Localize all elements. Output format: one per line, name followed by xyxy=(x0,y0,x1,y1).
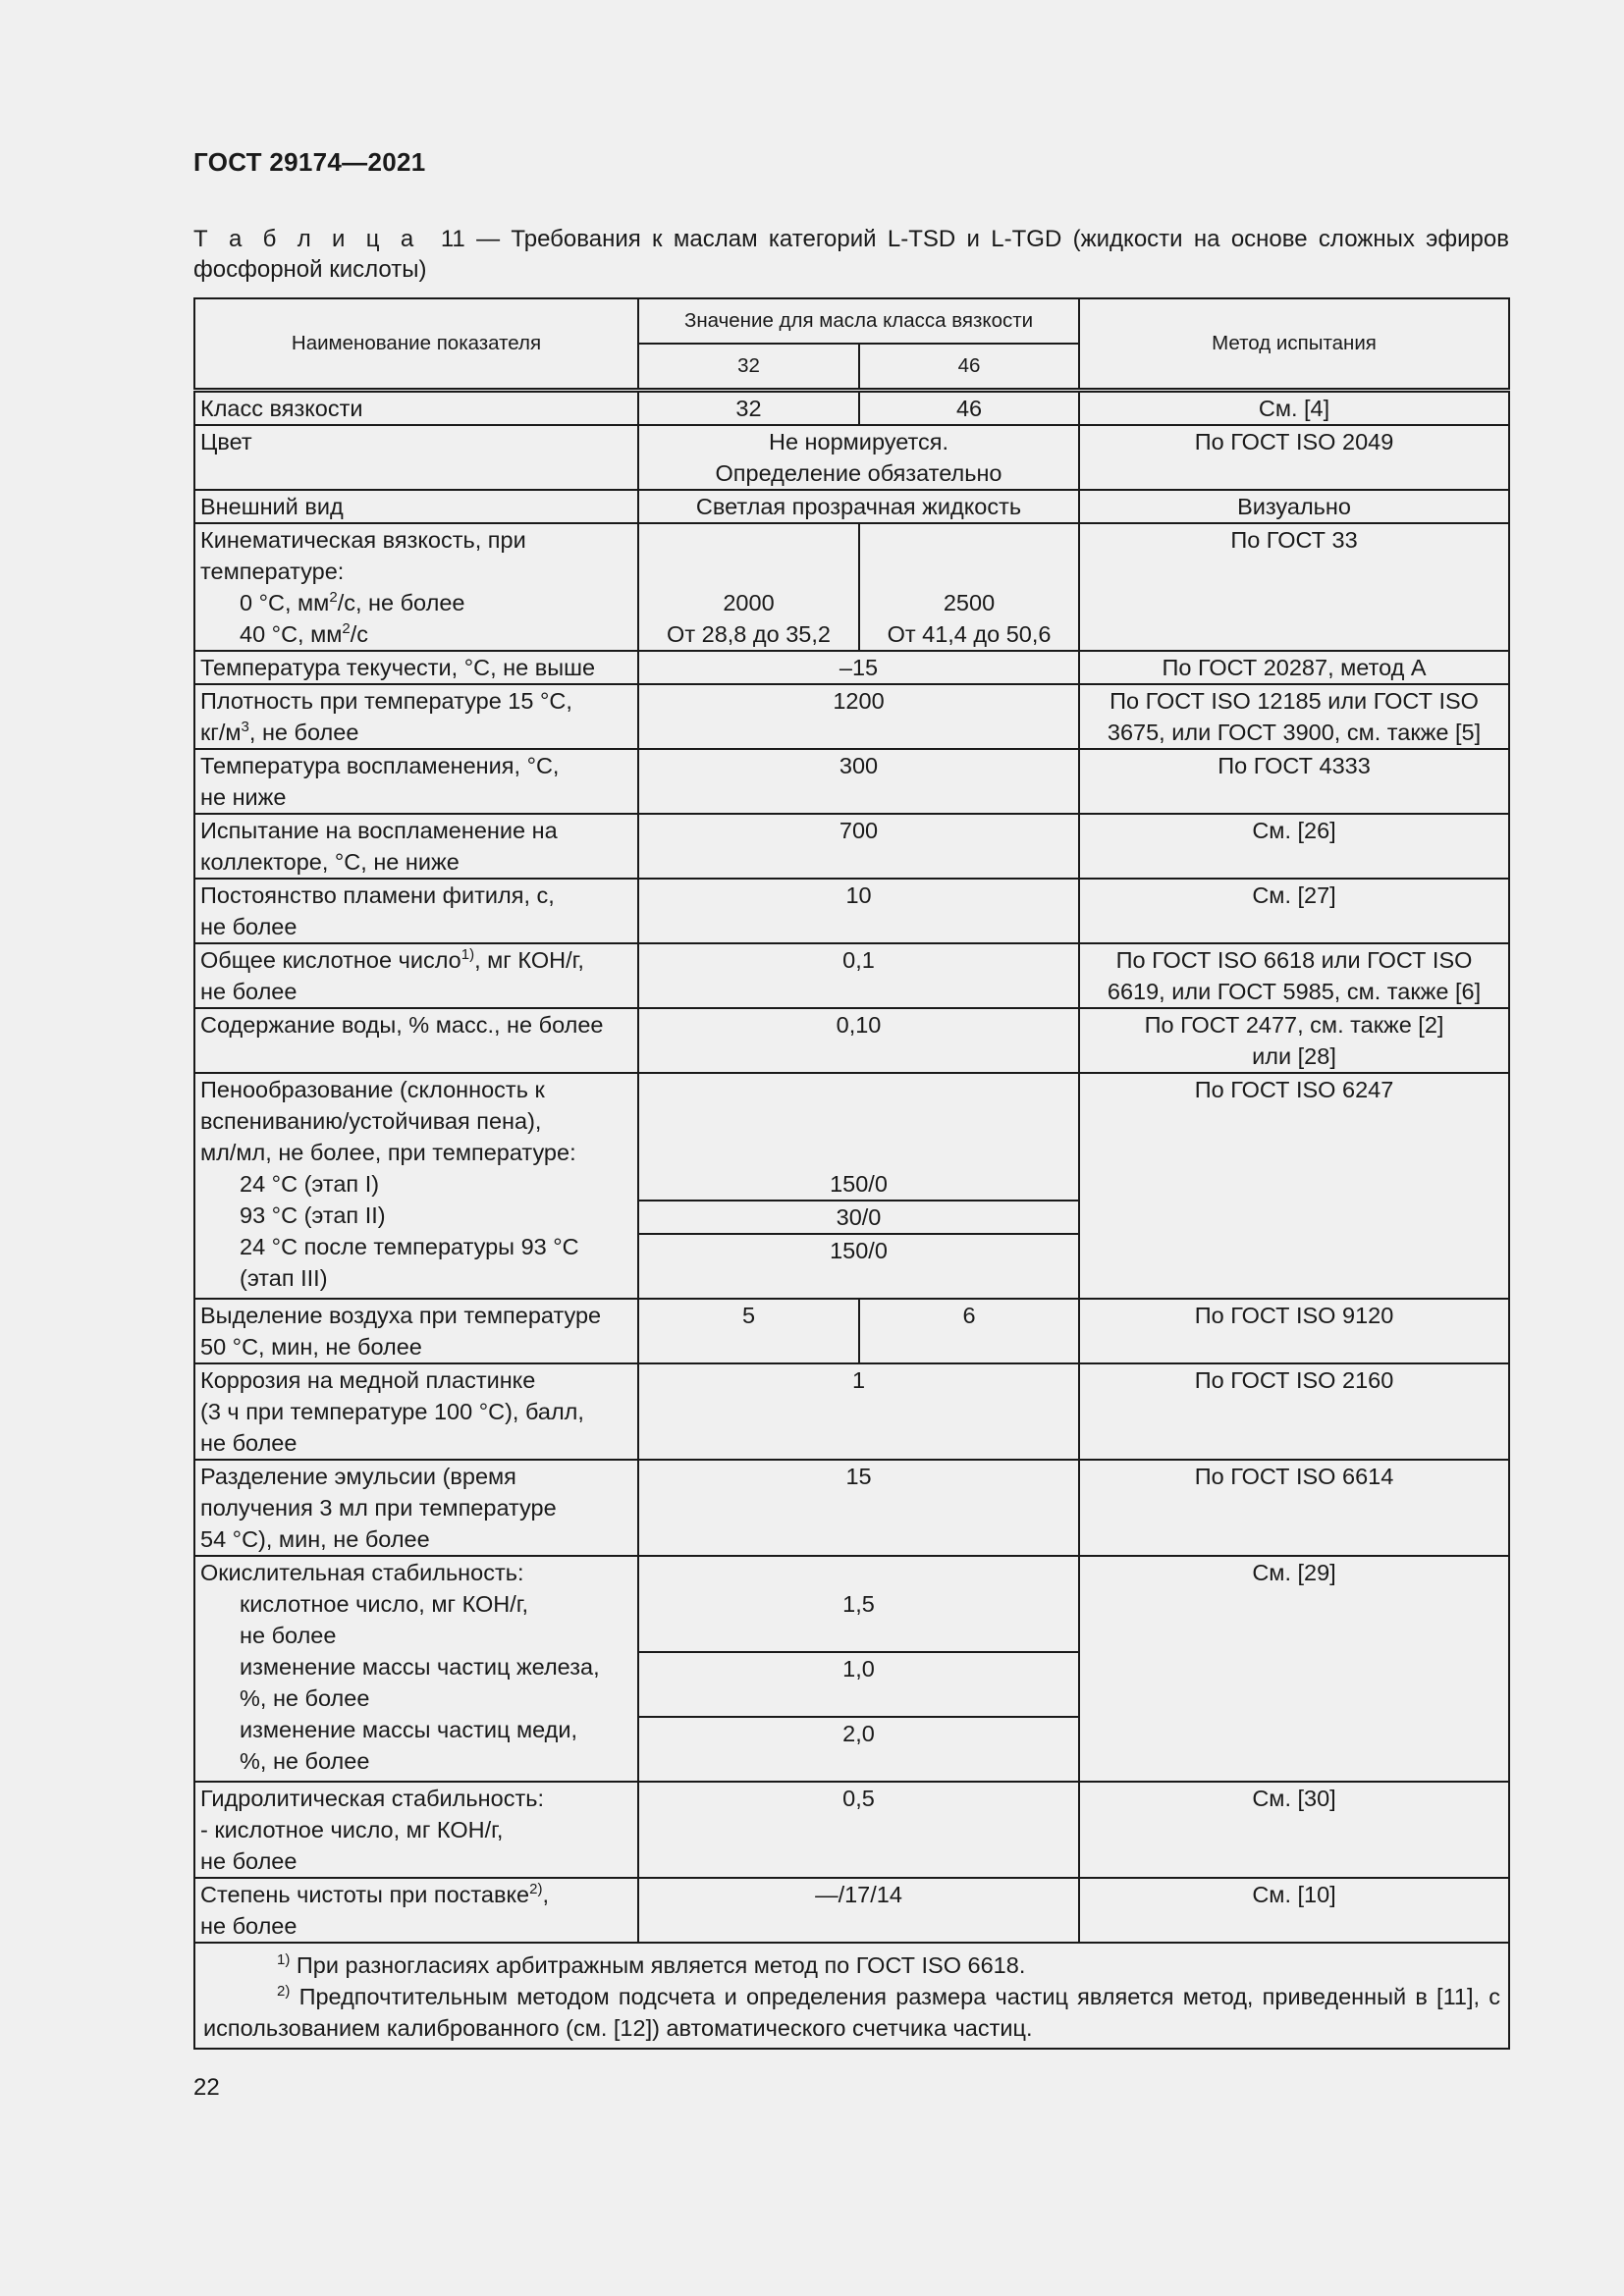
name-line: Коррозия на медной пластинке xyxy=(200,1367,536,1393)
row-name xyxy=(194,1878,638,1943)
table-row xyxy=(194,684,1509,749)
method-line: По ГОСТ 2477, см. также [2] xyxy=(1144,1012,1444,1038)
name-line: не более xyxy=(200,979,298,1004)
row-value: 1,0 xyxy=(638,1652,1079,1717)
name-line: Пенообразование (склонность к xyxy=(200,1077,545,1102)
row-method: По ГОСТ 4333 xyxy=(1079,749,1509,814)
row-method: См. [30] xyxy=(1079,1782,1509,1878)
row-name xyxy=(194,943,638,1008)
row-value: 150/0 xyxy=(638,1168,1079,1201)
row-value-46: 46 xyxy=(859,391,1079,426)
row-name xyxy=(194,1363,638,1460)
header-class-32: 32 xyxy=(638,344,859,391)
table-row xyxy=(194,490,1509,523)
table-row xyxy=(194,425,1509,490)
sub-item: (этап III) xyxy=(240,1265,328,1291)
header-value-group: Значение для масла класса вязкости xyxy=(638,298,1079,344)
caption-text: 11 — Требования к маслам категорий L-TSD и L-TGD (жидкости на основе сложных эфиров фосфорной кислоты) xyxy=(193,226,1509,283)
name-line: не более xyxy=(200,914,298,939)
row-name: Содержание воды, % масс., не более xyxy=(194,1008,638,1073)
name-line: температуре: xyxy=(200,559,345,584)
page-number: 22 xyxy=(193,2074,220,2101)
row-value: —/17/14 xyxy=(638,1878,1079,1943)
name-line: - кислотное число, мг КОН/г, xyxy=(200,1817,504,1842)
sub-item: 40 °С, $мм^2/с$ xyxy=(240,620,369,647)
sub-item: 24 °С после температуры 93 °С xyxy=(240,1234,579,1259)
row-value-46: 6 xyxy=(859,1299,1079,1363)
row-method: По ГОСТ ISO 2160 xyxy=(1079,1363,1509,1460)
footnotes-row xyxy=(194,1943,1509,2049)
row-method: По ГОСТ ISO 9120 xyxy=(1079,1299,1509,1363)
table-row xyxy=(194,1878,1509,1943)
row-name xyxy=(194,1556,638,1782)
sub-item: %, не более xyxy=(240,1685,370,1711)
table-row xyxy=(194,1556,1509,1652)
row-value: 0,1 xyxy=(638,943,1079,1008)
table-row xyxy=(194,1008,1509,1073)
row-value: 0,5 xyxy=(638,1782,1079,1878)
name-line: вспениванию/устойчивая пена), xyxy=(200,1108,542,1134)
row-method: По ГОСТ ISO 2049 xyxy=(1079,425,1509,490)
name-line: Гидролитическая стабильность: xyxy=(200,1786,544,1811)
method-line: По ГОСТ ISO 12185 или ГОСТ ISO xyxy=(1110,688,1479,714)
row-method: По ГОСТ ISO 6247 xyxy=(1079,1073,1509,1299)
table-row xyxy=(194,651,1509,684)
row-method: По ГОСТ 33 xyxy=(1079,523,1509,651)
name-line: не более xyxy=(200,1430,298,1456)
table-row xyxy=(194,1460,1509,1556)
row-name xyxy=(194,684,638,749)
table-row xyxy=(194,1073,1509,1168)
name-line: получения 3 мл при температуре xyxy=(200,1495,557,1521)
value-line: 1,5 xyxy=(842,1591,875,1617)
table-row xyxy=(194,943,1509,1008)
table-row xyxy=(194,523,1509,651)
row-method: См. [26] xyxy=(1079,814,1509,879)
row-value: 2,0 xyxy=(638,1717,1079,1782)
row-method: По ГОСТ 20287, метод А xyxy=(1079,651,1509,684)
row-value-32: 5 xyxy=(638,1299,859,1363)
value-line: Определение обязательно xyxy=(715,460,1002,486)
name-line: коллекторе, °С, не ниже xyxy=(200,849,460,875)
name-line: Плотность при температуре 15 °С, xyxy=(200,688,572,714)
row-method: См. [27] xyxy=(1079,879,1509,943)
sub-item: не более xyxy=(240,1623,337,1648)
name-line: Степень чистоты при поставке$^{2)}$, xyxy=(200,1881,549,1907)
name-line: Температура воспламенения, °С, xyxy=(200,753,560,778)
name-line: (3 ч при температуре 100 °С), балл, xyxy=(200,1399,584,1424)
row-method xyxy=(1079,943,1509,1008)
name-line: не ниже xyxy=(200,784,287,810)
row-name xyxy=(194,523,638,651)
row-name: Цвет xyxy=(194,425,638,490)
sub-item: %, не более xyxy=(240,1748,370,1774)
table-row xyxy=(194,1299,1509,1363)
method-line: 6619, или ГОСТ 5985, см. также [6] xyxy=(1107,979,1482,1004)
row-method: См. [10] xyxy=(1079,1878,1509,1943)
sub-item: изменение массы частиц железа, xyxy=(240,1654,600,1680)
row-value: 150/0 xyxy=(638,1234,1079,1299)
row-value xyxy=(638,1556,1079,1652)
row-value: 15 xyxy=(638,1460,1079,1556)
name-line: Разделение эмульсии (время xyxy=(200,1464,516,1489)
table-row xyxy=(194,879,1509,943)
name-line: $кг/м^3$, не более xyxy=(200,719,359,745)
row-name: Температура текучести, °С, не выше xyxy=(194,651,638,684)
table-row xyxy=(194,391,1509,426)
name-line: мл/мл, не более, при температуре: xyxy=(200,1140,576,1165)
row-value: –15 xyxy=(638,651,1079,684)
name-line: 54 °С), мин, не более xyxy=(200,1526,430,1552)
row-value: 30/0 xyxy=(638,1201,1079,1234)
row-value: 1 xyxy=(638,1363,1079,1460)
row-value: 0,10 xyxy=(638,1008,1079,1073)
table-row xyxy=(194,1782,1509,1878)
name-line: Испытание на воспламенение на xyxy=(200,818,558,843)
row-value: 700 xyxy=(638,814,1079,879)
row-method xyxy=(1079,684,1509,749)
row-name xyxy=(194,1782,638,1878)
table-row xyxy=(194,1363,1509,1460)
row-name: Класс вязкости xyxy=(194,391,638,426)
name-line: Окислительная стабильность: xyxy=(200,1560,524,1585)
method-line: 3675, или ГОСТ 3900, см. также [5] xyxy=(1107,720,1482,745)
table-caption xyxy=(193,224,1509,285)
value-line: От 41,4 до 50,6 xyxy=(887,621,1052,647)
row-name xyxy=(194,1460,638,1556)
row-value: 10 xyxy=(638,879,1079,943)
sub-item: кислотное число, мг КОН/г, xyxy=(240,1591,529,1617)
method-line: По ГОСТ ISO 6618 или ГОСТ ISO xyxy=(1115,947,1473,973)
footnote-1: $^{1)}$ При разногласиях арбитражным является метод по ГОСТ ISO 6618. xyxy=(277,1951,1026,1978)
requirements-table xyxy=(193,297,1510,2050)
row-value-46 xyxy=(859,523,1079,651)
row-name xyxy=(194,1073,638,1299)
row-value xyxy=(638,425,1079,490)
name-line: Общее кислотное число$^{1)}$, мг КОН/г, xyxy=(200,946,584,973)
footnote-2: $^{2)}$ Предпочтительным методом подсчета и определения размера частиц является метод, приведенный в [11], с использованием калиброванного (см. [12]) автоматического счетчика частиц. xyxy=(203,1983,1501,2041)
name-line: не более xyxy=(200,1913,298,1939)
name-line: Выделение воздуха при температуре xyxy=(200,1303,602,1328)
caption-prefix: Т а б л и ц а xyxy=(193,226,419,252)
header-method: Метод испытания xyxy=(1079,298,1509,391)
row-value: 300 xyxy=(638,749,1079,814)
name-line: Кинематическая вязкость, при xyxy=(200,527,526,553)
row-name xyxy=(194,1299,638,1363)
sub-item: изменение массы частиц меди, xyxy=(240,1717,578,1742)
value-line: 2000 xyxy=(723,590,775,615)
row-value: 1200 xyxy=(638,684,1079,749)
value-line: От 28,8 до 35,2 xyxy=(667,621,831,647)
sub-item: 24 °С (этап I) xyxy=(240,1171,380,1197)
footnotes xyxy=(194,1943,1509,2049)
name-line: 50 °С, мин, не более xyxy=(200,1334,422,1360)
row-method: См. [29] xyxy=(1079,1556,1509,1782)
name-line: не более xyxy=(200,1848,298,1874)
table-row xyxy=(194,814,1509,879)
row-method xyxy=(1079,1008,1509,1073)
table-row xyxy=(194,749,1509,814)
row-method: Визуально xyxy=(1079,490,1509,523)
row-value-spacer xyxy=(638,1073,1079,1168)
row-name xyxy=(194,749,638,814)
row-value-32 xyxy=(638,523,859,651)
sub-item: 0 °С, $мм^2/с$, не более xyxy=(240,589,465,615)
value-line: Не нормируется. xyxy=(768,429,949,454)
row-value: Светлая прозрачная жидкость xyxy=(638,490,1079,523)
header-class-46: 46 xyxy=(859,344,1079,391)
name-line: Постоянство пламени фитиля, с, xyxy=(200,882,555,908)
row-name: Внешний вид xyxy=(194,490,638,523)
value-line: 2500 xyxy=(943,590,996,615)
row-method: См. [4] xyxy=(1079,391,1509,426)
row-value-32: 32 xyxy=(638,391,859,426)
row-name xyxy=(194,814,638,879)
method-line: или [28] xyxy=(1252,1043,1336,1069)
row-method: По ГОСТ ISO 6614 xyxy=(1079,1460,1509,1556)
document-id-header: ГОСТ 29174—2021 xyxy=(193,147,426,177)
sub-item: 93 °С (этап II) xyxy=(240,1202,386,1228)
row-name xyxy=(194,879,638,943)
header-parameter: Наименование показателя xyxy=(194,298,638,391)
